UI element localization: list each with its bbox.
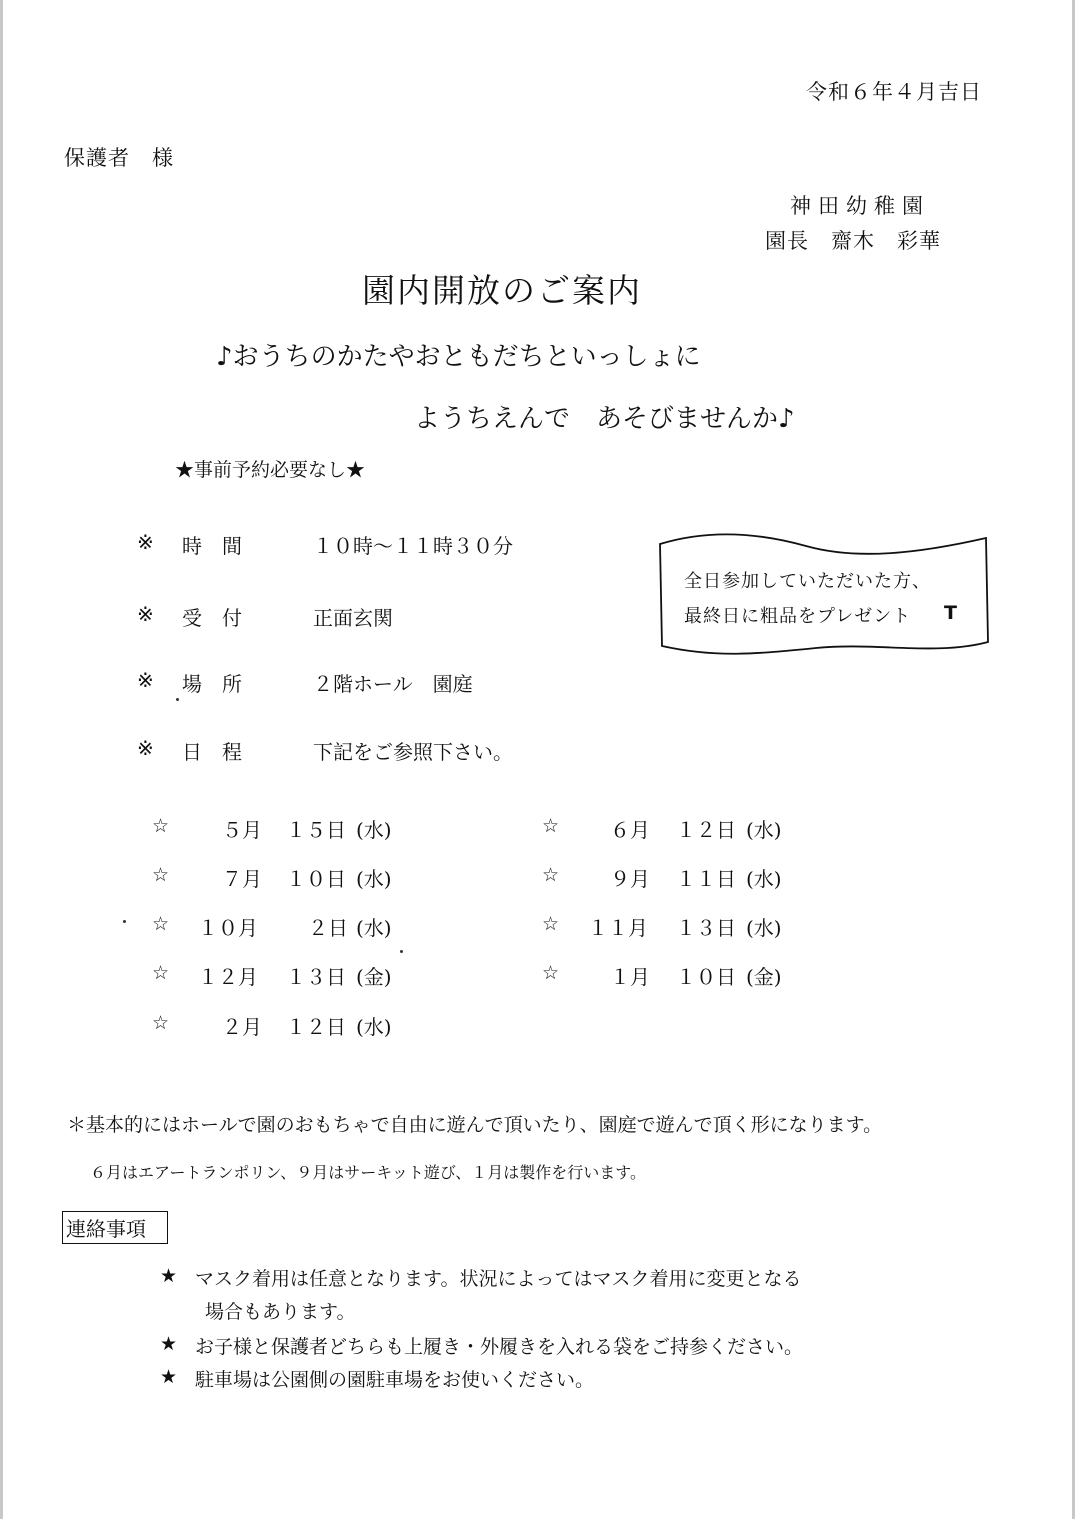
schedule-month: １１月 — [588, 916, 648, 940]
note-line-2: ６月はエアートランポリン、９月はサーキット遊び、１月は製作を行います。 — [90, 1163, 647, 1182]
scan-edge-left — [0, 0, 3, 1519]
scan-dust — [400, 950, 403, 953]
issue-date: 令和６年４月吉日 — [806, 80, 982, 104]
schedule-star: ☆ — [542, 864, 560, 886]
schedule-weekday: (水) — [356, 818, 392, 842]
schedule-star: ☆ — [542, 962, 560, 984]
contact-item-3: 駐車場は公園側の園駐車場をお使いください。 — [195, 1369, 595, 1391]
contact-star: ★ — [160, 1366, 178, 1388]
schedule-star: ☆ — [152, 864, 170, 886]
schedule-star: ☆ — [152, 1012, 170, 1034]
info-mark: ※ — [137, 602, 154, 626]
info-mark: ※ — [137, 736, 154, 760]
schedule-month: ７月 — [222, 867, 262, 891]
contact-heading: 連絡事項 — [66, 1217, 146, 1241]
recipient: 保護者 様 — [64, 146, 174, 170]
schedule-weekday: (水) — [356, 867, 392, 891]
schedule-day: ２日 — [308, 916, 348, 940]
schedule-day: １３日 — [286, 965, 346, 989]
banner-line-2: 最終日に粗品をプレゼント — [684, 606, 912, 627]
contact-item-1-line-2: 場合もあります。 — [205, 1301, 356, 1323]
schedule-day: １０日 — [676, 965, 736, 989]
school-name: 神田幼稚園 — [790, 194, 930, 218]
schedule-month: ５月 — [222, 818, 262, 842]
schedule-month: ２月 — [222, 1015, 262, 1039]
schedule-star: ☆ — [542, 815, 560, 837]
schedule-weekday: (水) — [356, 916, 392, 940]
present-banner — [656, 530, 992, 662]
schedule-day: １１日 — [676, 867, 736, 891]
schedule-star: ☆ — [542, 913, 560, 935]
contact-star: ★ — [160, 1265, 178, 1287]
schedule-star: ☆ — [152, 962, 170, 984]
schedule-month: ６月 — [610, 818, 650, 842]
banner-line-1: 全日参加していただいた方、 — [684, 571, 931, 592]
info-label-time: 時 間 — [182, 534, 242, 558]
schedule-day: １０日 — [286, 867, 346, 891]
schedule-weekday: (金) — [746, 965, 782, 989]
page-title: 園内開放のご案内 — [362, 271, 642, 310]
subtitle-line-1: ♪おうちのかたやおともだちといっしょに — [216, 342, 701, 372]
info-value-time: １０時～１１時３０分 — [313, 534, 513, 558]
schedule-weekday: (金) — [356, 965, 392, 989]
principal-name: 園長 齋木 彩華 — [765, 229, 941, 253]
contact-item-1-line-1: マスク着用は任意となります。状況によってはマスク着用に変更となる — [195, 1268, 802, 1290]
schedule-day: １３日 — [676, 916, 736, 940]
info-label-reception: 受 付 — [182, 606, 242, 630]
schedule-month: １月 — [610, 965, 650, 989]
info-label-schedule: 日 程 — [182, 740, 242, 764]
contact-star: ★ — [160, 1333, 178, 1355]
info-value-place: ２階ホール 園庭 — [313, 672, 473, 696]
schedule-month: １０月 — [198, 916, 258, 940]
info-value-reception: 正面玄関 — [313, 606, 393, 630]
no-reservation-note: ★事前予約必要なし★ — [175, 459, 366, 481]
info-mark: ※ — [137, 530, 154, 554]
schedule-day: １２日 — [676, 818, 736, 842]
note-line-1: ＊基本的にはホールで園のおもちゃで自由に遊んで頂いたり、園庭で遊んで頂く形になります。 — [67, 1114, 883, 1136]
schedule-day: １２日 — [286, 1015, 346, 1039]
schedule-day: １５日 — [286, 818, 346, 842]
schedule-star: ☆ — [152, 815, 170, 837]
schedule-weekday: (水) — [356, 1015, 392, 1039]
schedule-month: ９月 — [610, 867, 650, 891]
scan-dust — [123, 920, 126, 923]
info-label-place: 場 所 — [182, 672, 242, 696]
schedule-weekday: (水) — [746, 916, 782, 940]
gift-icon: T — [944, 602, 957, 624]
contact-item-2: お子様と保護者どちらも上履き・外履きを入れる袋をご持参ください。 — [195, 1336, 804, 1358]
scan-dust — [176, 698, 179, 701]
info-value-schedule: 下記をご参照下さい。 — [313, 740, 513, 764]
schedule-weekday: (水) — [746, 867, 782, 891]
subtitle-line-2: ようちえんで あそびませんか♪ — [414, 404, 795, 434]
schedule-star: ☆ — [152, 913, 170, 935]
schedule-month: １２月 — [198, 965, 258, 989]
info-mark: ※ — [137, 668, 154, 692]
schedule-weekday: (水) — [746, 818, 782, 842]
